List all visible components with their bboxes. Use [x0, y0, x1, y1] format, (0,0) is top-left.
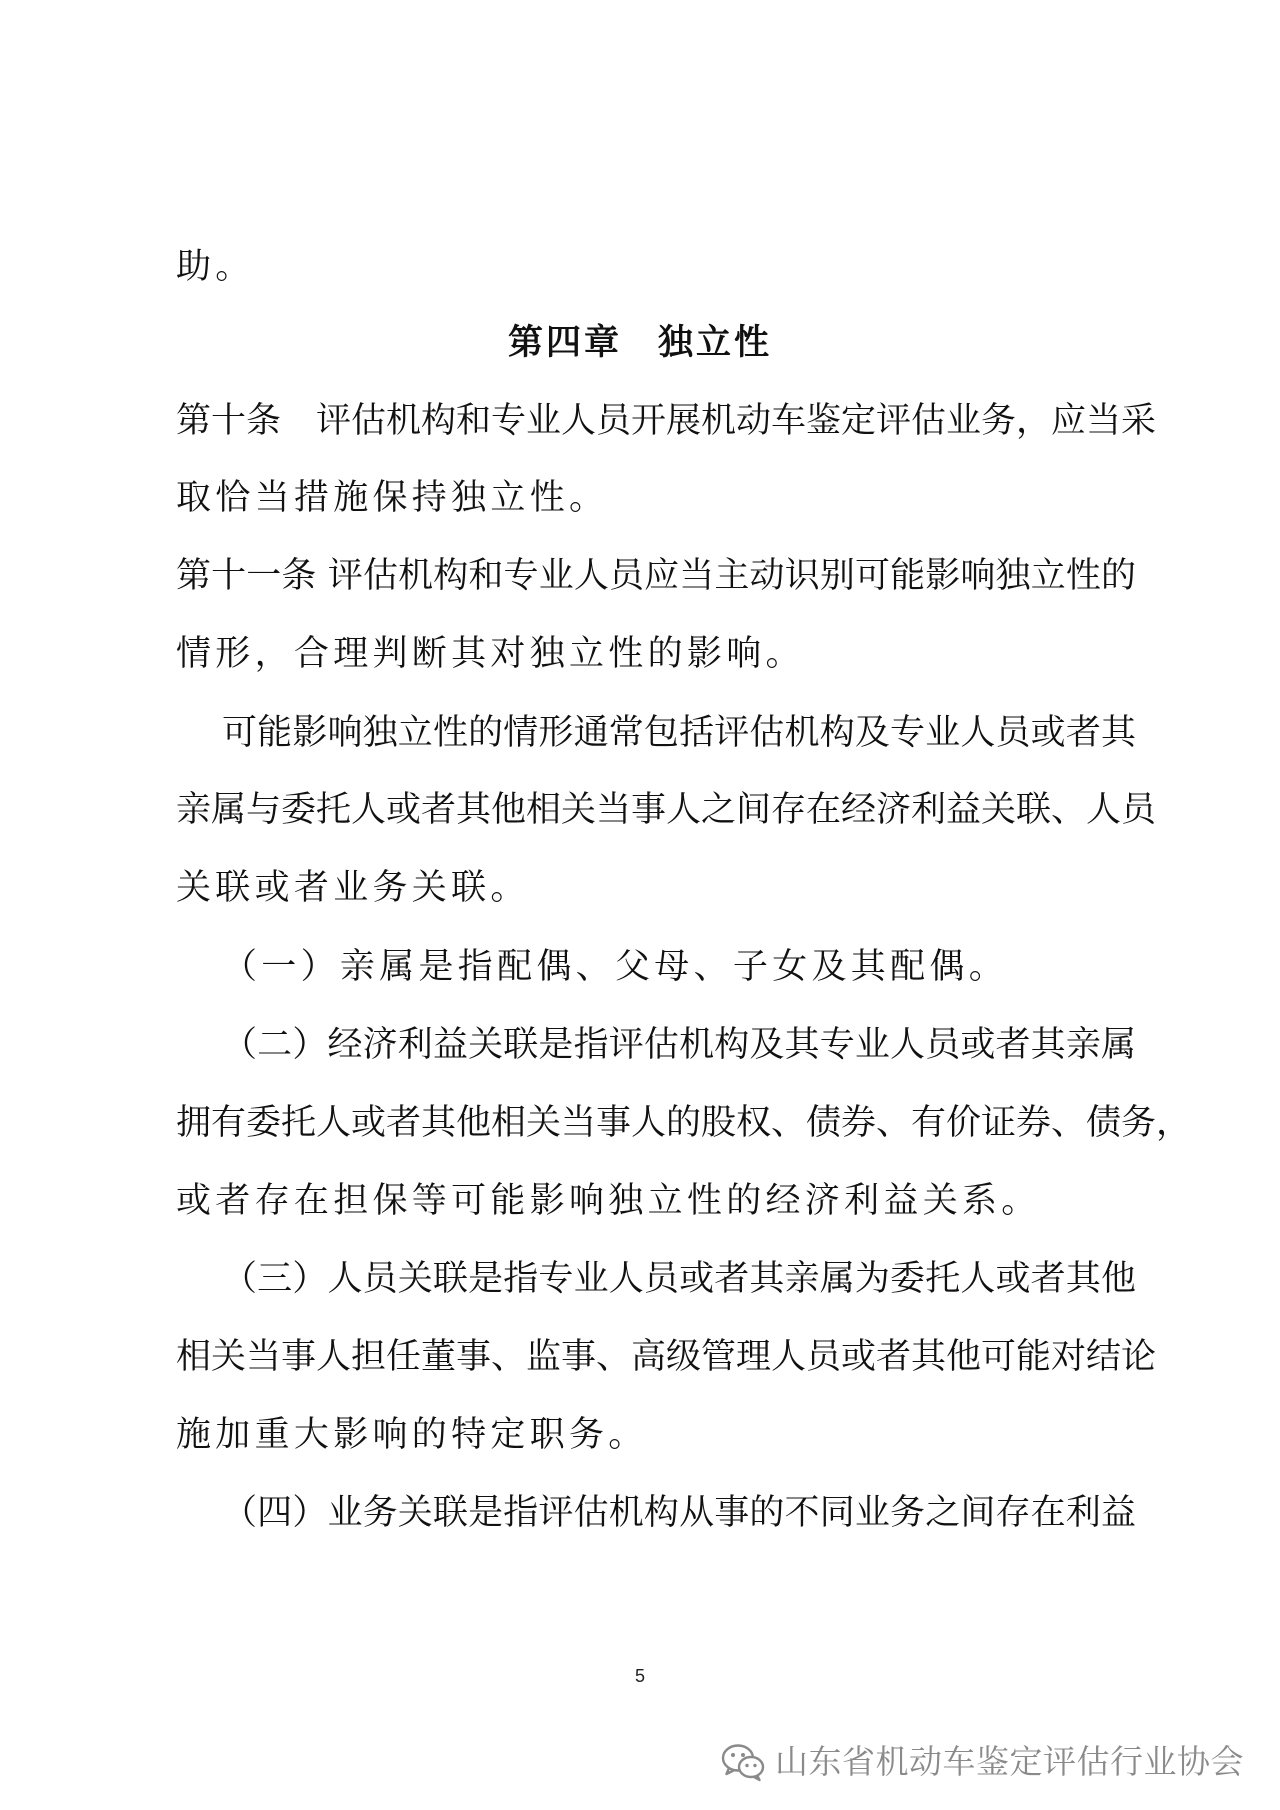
paragraph-line-3: 关联或者业务关联。	[176, 868, 530, 908]
page-number: 5	[634, 1666, 645, 1686]
paragraph-line-2: 亲属与委托人或者其他相关当事人之间存在经济利益关联、人员	[176, 790, 1157, 830]
watermark	[721, 1738, 1244, 1786]
item-4-line-1: （四）业务关联是指评估机构从事的不同业务之间存在利益	[222, 1493, 1136, 1533]
watermark-text: 山东省机动车鉴定评估行业协会	[775, 1742, 1244, 1781]
item-2-line-1: （二）经济利益关联是指评估机构及其专业人员或者其亲属	[222, 1025, 1136, 1065]
item-1-line-1: （一）亲属是指配偶、父母、子女及其配偶。	[222, 947, 1009, 987]
paragraph-line-1: 可能影响独立性的情形通常包括评估机构及专业人员或者其	[222, 713, 1136, 753]
chapter-heading	[0, 321, 1280, 365]
chapter-title: 独立性	[658, 323, 773, 363]
article-11-line-2: 情形，合理判断其对独立性的影响。	[176, 634, 805, 674]
article-10-line-2: 取恰当措施保持独立性。	[176, 478, 609, 518]
article-10-line-1: 第十条 评估机构和专业人员开展机动车鉴定评估业务，应当采	[176, 401, 1157, 441]
item-2-line-3: 或者存在担保等可能影响独立性的经济利益关系。	[176, 1181, 1041, 1221]
item-3-line-3: 施加重大影响的特定职务。	[176, 1415, 648, 1455]
item-3-line-1: （三）人员关联是指专业人员或者其亲属为委托人或者其他	[222, 1259, 1136, 1299]
text-line-continuation: 助。	[176, 247, 255, 287]
item-3-line-2: 相关当事人担任董事、监事、高级管理人员或者其他可能对结论	[176, 1337, 1157, 1377]
chapter-number: 第四章	[507, 323, 622, 363]
article-11-line-1: 第十一条 评估机构和专业人员应当主动识别可能影响独立性的	[176, 556, 1136, 596]
wechat-icon	[721, 1742, 765, 1782]
item-2-line-2: 拥有委托人或者其他相关当事人的股权、债券、有价证券、债务，	[176, 1103, 1192, 1143]
